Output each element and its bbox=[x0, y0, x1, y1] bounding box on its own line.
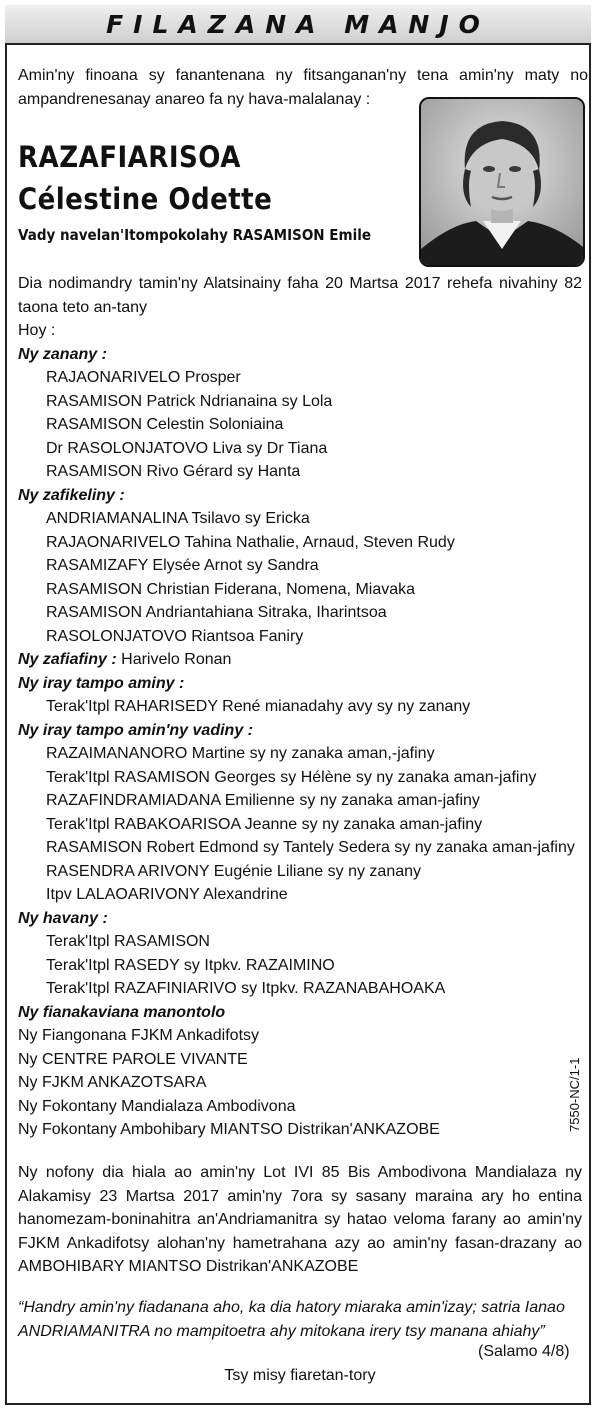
group-label-zafikeliny: Ny zafikeliny : bbox=[18, 486, 125, 504]
notice-body bbox=[18, 272, 582, 1142]
group-label-fianakaviana: Ny fianakaviana manontolo bbox=[18, 1003, 226, 1021]
spouse-line: Vady navelan'Itompokolahy RASAMISON Emile bbox=[18, 226, 372, 244]
deceased-given-names: Célestine Odette bbox=[18, 182, 273, 216]
list-item: RAJAONARIVELO Tahina Nathalie, Arnaud, Steven Rudy bbox=[46, 533, 455, 551]
list-item: Terak'Itpl RAZAFINIARIVO sy Itpkv. RAZANABAHOAKA bbox=[46, 980, 446, 997]
closing-paragraph: Ny nofony dia hiala ao amin'ny Lot IVI 85 Bis Ambodivona Mandialaza ny Alakamisy 23 Martsa 2017 amin'ny 7ora sy sasany maraina ary ho entina hanomezam-boninahitra an'Andriamanitra sy hatao veloma farany ao amin'ny FJKM Ankadifotsy alohan'ny hametrahana azy ao amin'ny fasan-drazany ao AMBOHIBARY MIANTSO Distrikan'ANKAZOBE bbox=[18, 1164, 582, 1275]
group-label-iray-tampo-aminy: Ny iray tampo aminy : bbox=[18, 674, 185, 692]
list-item: RASAMIZAFY Elysée Arnot sy Sandra bbox=[46, 557, 319, 574]
list-item: RAZAFINDRAMIADANA Emilienne sy ny zanaka aman-jafiny bbox=[46, 792, 480, 809]
hoy-label: Hoy : bbox=[18, 322, 56, 339]
list-item: RASAMISON Celestin Soloniaina bbox=[46, 416, 284, 433]
list-item: RASAMISON Christian Fiderana, Nomena, Miavaka bbox=[46, 580, 416, 598]
list-item: Ny Fiangonana FJKM Ankadifotsy bbox=[18, 1027, 260, 1044]
list-item: Ny FJKM ANKAZOTSARA bbox=[18, 1074, 207, 1091]
list-item: RAZAIMANANORO Martine sy ny zanaka aman,-jafiny bbox=[46, 745, 435, 762]
zafiafiny-value: Harivelo Ronan bbox=[121, 651, 232, 668]
ad-reference-code: 7550-NC/1-1 bbox=[567, 1057, 582, 1132]
group-label-zafiafiny: Ny zafiafiny : bbox=[18, 651, 117, 668]
list-item: RASAMISON Rivo Gérard sy Hanta bbox=[46, 463, 301, 480]
list-item: Ny CENTRE PAROLE VIVANTE bbox=[18, 1050, 248, 1068]
quote-reference: (Salamo 4/8) bbox=[478, 1343, 570, 1360]
group-label-iray-tampo-vadiny: Ny iray tampo amin'ny vadiny : bbox=[18, 721, 253, 739]
deceased-surname: RAZAFIARISOA bbox=[18, 140, 241, 174]
list-item: Terak'Itpl RASEDY sy Itpkv. RAZAIMINO bbox=[46, 956, 335, 974]
footer-note: Tsy misy fiaretan-tory bbox=[224, 1367, 376, 1384]
list-item: RASAMISON Robert Edmond sy Tantely Sedera sy ny zanaka aman-jafiny bbox=[46, 839, 575, 856]
list-item: Terak'Itpl RABAKOARISOA Jeanne sy ny zanaka aman-jafiny bbox=[46, 815, 483, 833]
list-item: Terak'Itpl RAHARISEDY René mianadahy avy sy ny zanany bbox=[46, 698, 471, 715]
group-label-havany: Ny havany : bbox=[18, 909, 108, 927]
group-label-zanany: Ny zanany : bbox=[18, 345, 107, 363]
list-item: Terak'Itpl RASAMISON Georges sy Hélène sy ny zanaka aman-jafiny bbox=[46, 768, 537, 786]
list-item: Dr RASOLONJATOVO Liva sy Dr Tiana bbox=[46, 439, 328, 457]
list-item: RASAMISON Andriantahiana Sitraka, Iharintsoa bbox=[46, 604, 387, 621]
list-item: ANDRIAMANALINA Tsilavo sy Ericka bbox=[46, 510, 310, 527]
list-item: Terak'Itpl RASAMISON bbox=[46, 933, 210, 950]
intro-text: Amin'ny finoana sy fanantenana ny fitsanganan'ny tena amin'ny maty no ampandrenesanay anareo fa ny hava-malalanay : bbox=[18, 67, 588, 108]
list-item: Ny Fokontany Ambohibary MIANTSO Distrikan'ANKAZOBE bbox=[18, 1121, 440, 1138]
list-item: RAJAONARIVELO Prosper bbox=[46, 369, 241, 386]
banner-title: FILAZANA MANJO bbox=[106, 9, 490, 39]
portrait-photo bbox=[419, 97, 585, 267]
list-item: RASOLONJATOVO Riantsoa Faniry bbox=[46, 627, 304, 645]
list-item: RASENDRA ARIVONY Eugénie Liliane sy ny zanany bbox=[46, 862, 422, 880]
group-zafiafiny bbox=[18, 648, 582, 672]
death-notice: Dia nodimandry tamin'ny Alatsinainy faha 20 Martsa 2017 rehefa nivahiny 82 taona teto an-tany bbox=[18, 275, 582, 316]
scripture-quote: “Handry amin'ny fiadanana aho, ka dia hatory miaraka amin'izay; satria Ianao ANDRIAMANITRA no mampitoetra ahy mitokana irery tsy manana ahiahy” bbox=[18, 1299, 565, 1340]
list-item: RASAMISON Patrick Ndrianaina sy Lola bbox=[46, 392, 333, 410]
notice-banner bbox=[5, 5, 591, 45]
list-item: Ny Fokontany Mandialaza Ambodivona bbox=[18, 1097, 296, 1115]
list-item: Itpv LALAOARIVONY Alexandrine bbox=[46, 886, 288, 903]
